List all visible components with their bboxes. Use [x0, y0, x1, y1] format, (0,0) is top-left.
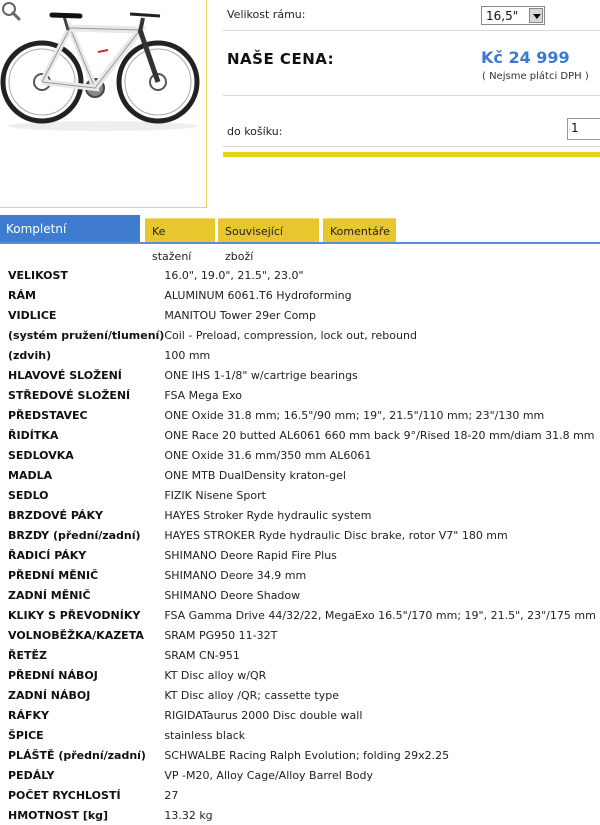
spec-key: VELIKOST [8, 268, 68, 282]
spec-key: KLIKY S PŘEVODNÍKY [8, 608, 141, 622]
table-row [8, 485, 596, 505]
table-row [8, 505, 596, 525]
divider [223, 146, 600, 147]
table-row [8, 405, 596, 425]
vat-note: ( Nejsme plátci DPH ) [482, 71, 589, 82]
spec-key: HLAVOVÉ SLOŽENÍ [8, 368, 122, 382]
table-row [8, 725, 596, 745]
spec-key: (systém pružení/tlumení) [8, 328, 165, 342]
spec-key: HMOTNOST [kg] [8, 808, 109, 822]
spec-key: ZADNÍ NÁBOJ [8, 688, 91, 702]
spec-value: SHIMANO Deore Shadow [164, 588, 301, 602]
spec-key: ŘIDÍTKA [8, 428, 59, 442]
size-label: Velikost rámu: [227, 8, 306, 21]
spec-key: STŘEDOVÉ SLOŽENÍ [8, 388, 131, 402]
table-row [8, 605, 596, 625]
table-row [8, 425, 596, 445]
spec-value: MANITOU Tower 29er Comp [164, 308, 316, 322]
price-value: Kč 24 999 [481, 48, 570, 67]
spec-value: ONE Oxide 31.6 mm/350 mm AL6061 [164, 448, 372, 462]
spec-value: SRAM PG950 11-32T [164, 628, 278, 642]
cart-label: do košíku: [227, 125, 283, 138]
table-row [8, 345, 596, 365]
spec-key: PŘEDNÍ MĚNIČ [8, 568, 99, 582]
tab-related-products[interactable]: Související zboží [218, 218, 319, 243]
spec-key: ŘADICÍ PÁKY [8, 548, 87, 562]
spec-value: 16.0", 19.0", 21.5", 23.0" [164, 268, 304, 282]
table-row [8, 625, 596, 645]
spec-key: VIDLICE [8, 308, 57, 322]
spec-key: MADLA [8, 468, 53, 482]
spec-value: 100 mm [164, 348, 211, 362]
spec-key: PLÁŠTĚ (přední/zadní) [8, 748, 146, 762]
table-row [8, 785, 596, 805]
spec-value: stainless black [164, 728, 246, 742]
price-label: NAŠE CENA: [227, 50, 335, 68]
spec-value: KT Disc alloy w/QR [164, 668, 267, 682]
chevron-down-icon[interactable] [529, 8, 543, 23]
spec-value: ONE Oxide 31.8 mm; 16.5"/90 mm; 19", 21.5"/110 mm; 23"/130 mm [164, 408, 545, 422]
size-selected-value: 16,5" [486, 9, 519, 23]
table-row [8, 365, 596, 385]
spec-value: FIZIK Nisene Sport [164, 488, 266, 502]
yellow-bar [223, 152, 600, 157]
spec-key: PŘEDSTAVEC [8, 408, 88, 422]
table-row [8, 385, 596, 405]
table-row [8, 565, 596, 585]
spec-value: FSA Gamma Drive 44/32/22, MegaExo 16.5"/170 mm; 19", 21.5", 23"/175 mm [164, 608, 596, 622]
spec-key: (zdvih) [8, 348, 52, 362]
spec-key: POČET RYCHLOSTÍ [8, 788, 121, 802]
spec-value: ONE IHS 1-1/8" w/cartrige bearings [164, 368, 358, 382]
tab-downloads[interactable]: Ke stažení [145, 218, 215, 243]
divider [223, 30, 600, 31]
spec-value: 27 [164, 788, 179, 802]
tab-complete-spec[interactable]: Kompletní specifikace [0, 215, 140, 244]
spec-value: ONE MTB DualDensity kraton-gel [164, 468, 346, 482]
spec-key: RÁFKY [8, 708, 49, 722]
table-row [8, 685, 596, 705]
spec-value: SCHWALBE Racing Ralph Evolution; folding 29x2.25 [164, 748, 450, 762]
purchase-panel [223, 0, 600, 212]
spec-key: ZADNÍ MĚNIČ [8, 588, 91, 602]
spec-value: HAYES STROKER Ryde hydraulic Disc brake, rotor V7" 180 mm [164, 528, 508, 542]
table-row [8, 805, 596, 825]
spec-value: Coil - Preload, compression, lock out, rebound [164, 328, 417, 342]
spec-value: SHIMANO Deore 34.9 mm [164, 568, 307, 582]
spec-value: ALUMINUM 6061.T6 Hydroforming [164, 288, 352, 302]
table-row [8, 285, 596, 305]
bike-image[interactable] [0, 0, 206, 140]
spec-value: HAYES Stroker Ryde hydraulic system [164, 508, 372, 522]
table-row [8, 445, 596, 465]
spec-key: BRZDOVÉ PÁKY [8, 508, 103, 522]
spec-value: SRAM CN-951 [164, 648, 240, 662]
divider [223, 95, 600, 96]
table-row [8, 585, 596, 605]
table-row [8, 545, 596, 565]
spec-key: SEDLOVKA [8, 448, 74, 462]
table-row [8, 325, 596, 345]
spec-value: VP -M20, Alloy Cage/Alloy Barrel Body [164, 768, 374, 782]
tab-underline [0, 242, 600, 244]
spec-value: RIGIDATaurus 2000 Disc double wall [164, 708, 363, 722]
spec-key: ŘETĚZ [8, 648, 47, 662]
spec-key: ŠPICE [8, 728, 44, 742]
table-row [8, 265, 596, 285]
table-row [8, 745, 596, 765]
spec-value: SHIMANO Deore Rapid Fire Plus [164, 548, 337, 562]
zoom-icon[interactable] [0, 0, 22, 22]
spec-value: FSA Mega Exo [164, 388, 242, 402]
spec-key: PŘEDNÍ NÁBOJ [8, 668, 98, 682]
table-row [8, 465, 596, 485]
spec-key: RÁM [8, 288, 36, 302]
tab-bar [0, 215, 600, 265]
spec-key: PEDÁLY [8, 768, 55, 782]
size-select[interactable] [481, 6, 545, 25]
tab-comments[interactable]: Komentáře [323, 218, 396, 243]
table-row [8, 645, 596, 665]
product-image-panel [0, 0, 207, 208]
spec-key: BRZDY (přední/zadní) [8, 528, 141, 542]
spec-value: ONE Race 20 butted AL6061 660 mm back 9°/Rised 18-20 mm/diam 31.8 mm [164, 428, 595, 442]
spec-key: VOLNOBĚŽKA/KAZETA [8, 628, 144, 642]
table-row [8, 525, 596, 545]
table-row [8, 705, 596, 725]
table-row [8, 305, 596, 325]
table-row [8, 665, 596, 685]
spec-value: KT Disc alloy /QR; cassette type [164, 688, 339, 702]
spec-table [8, 265, 596, 825]
quantity-input[interactable]: 1 [567, 118, 600, 140]
spec-key: SEDLO [8, 488, 49, 502]
table-row [8, 765, 596, 785]
spec-value: 13.32 kg [164, 808, 213, 822]
